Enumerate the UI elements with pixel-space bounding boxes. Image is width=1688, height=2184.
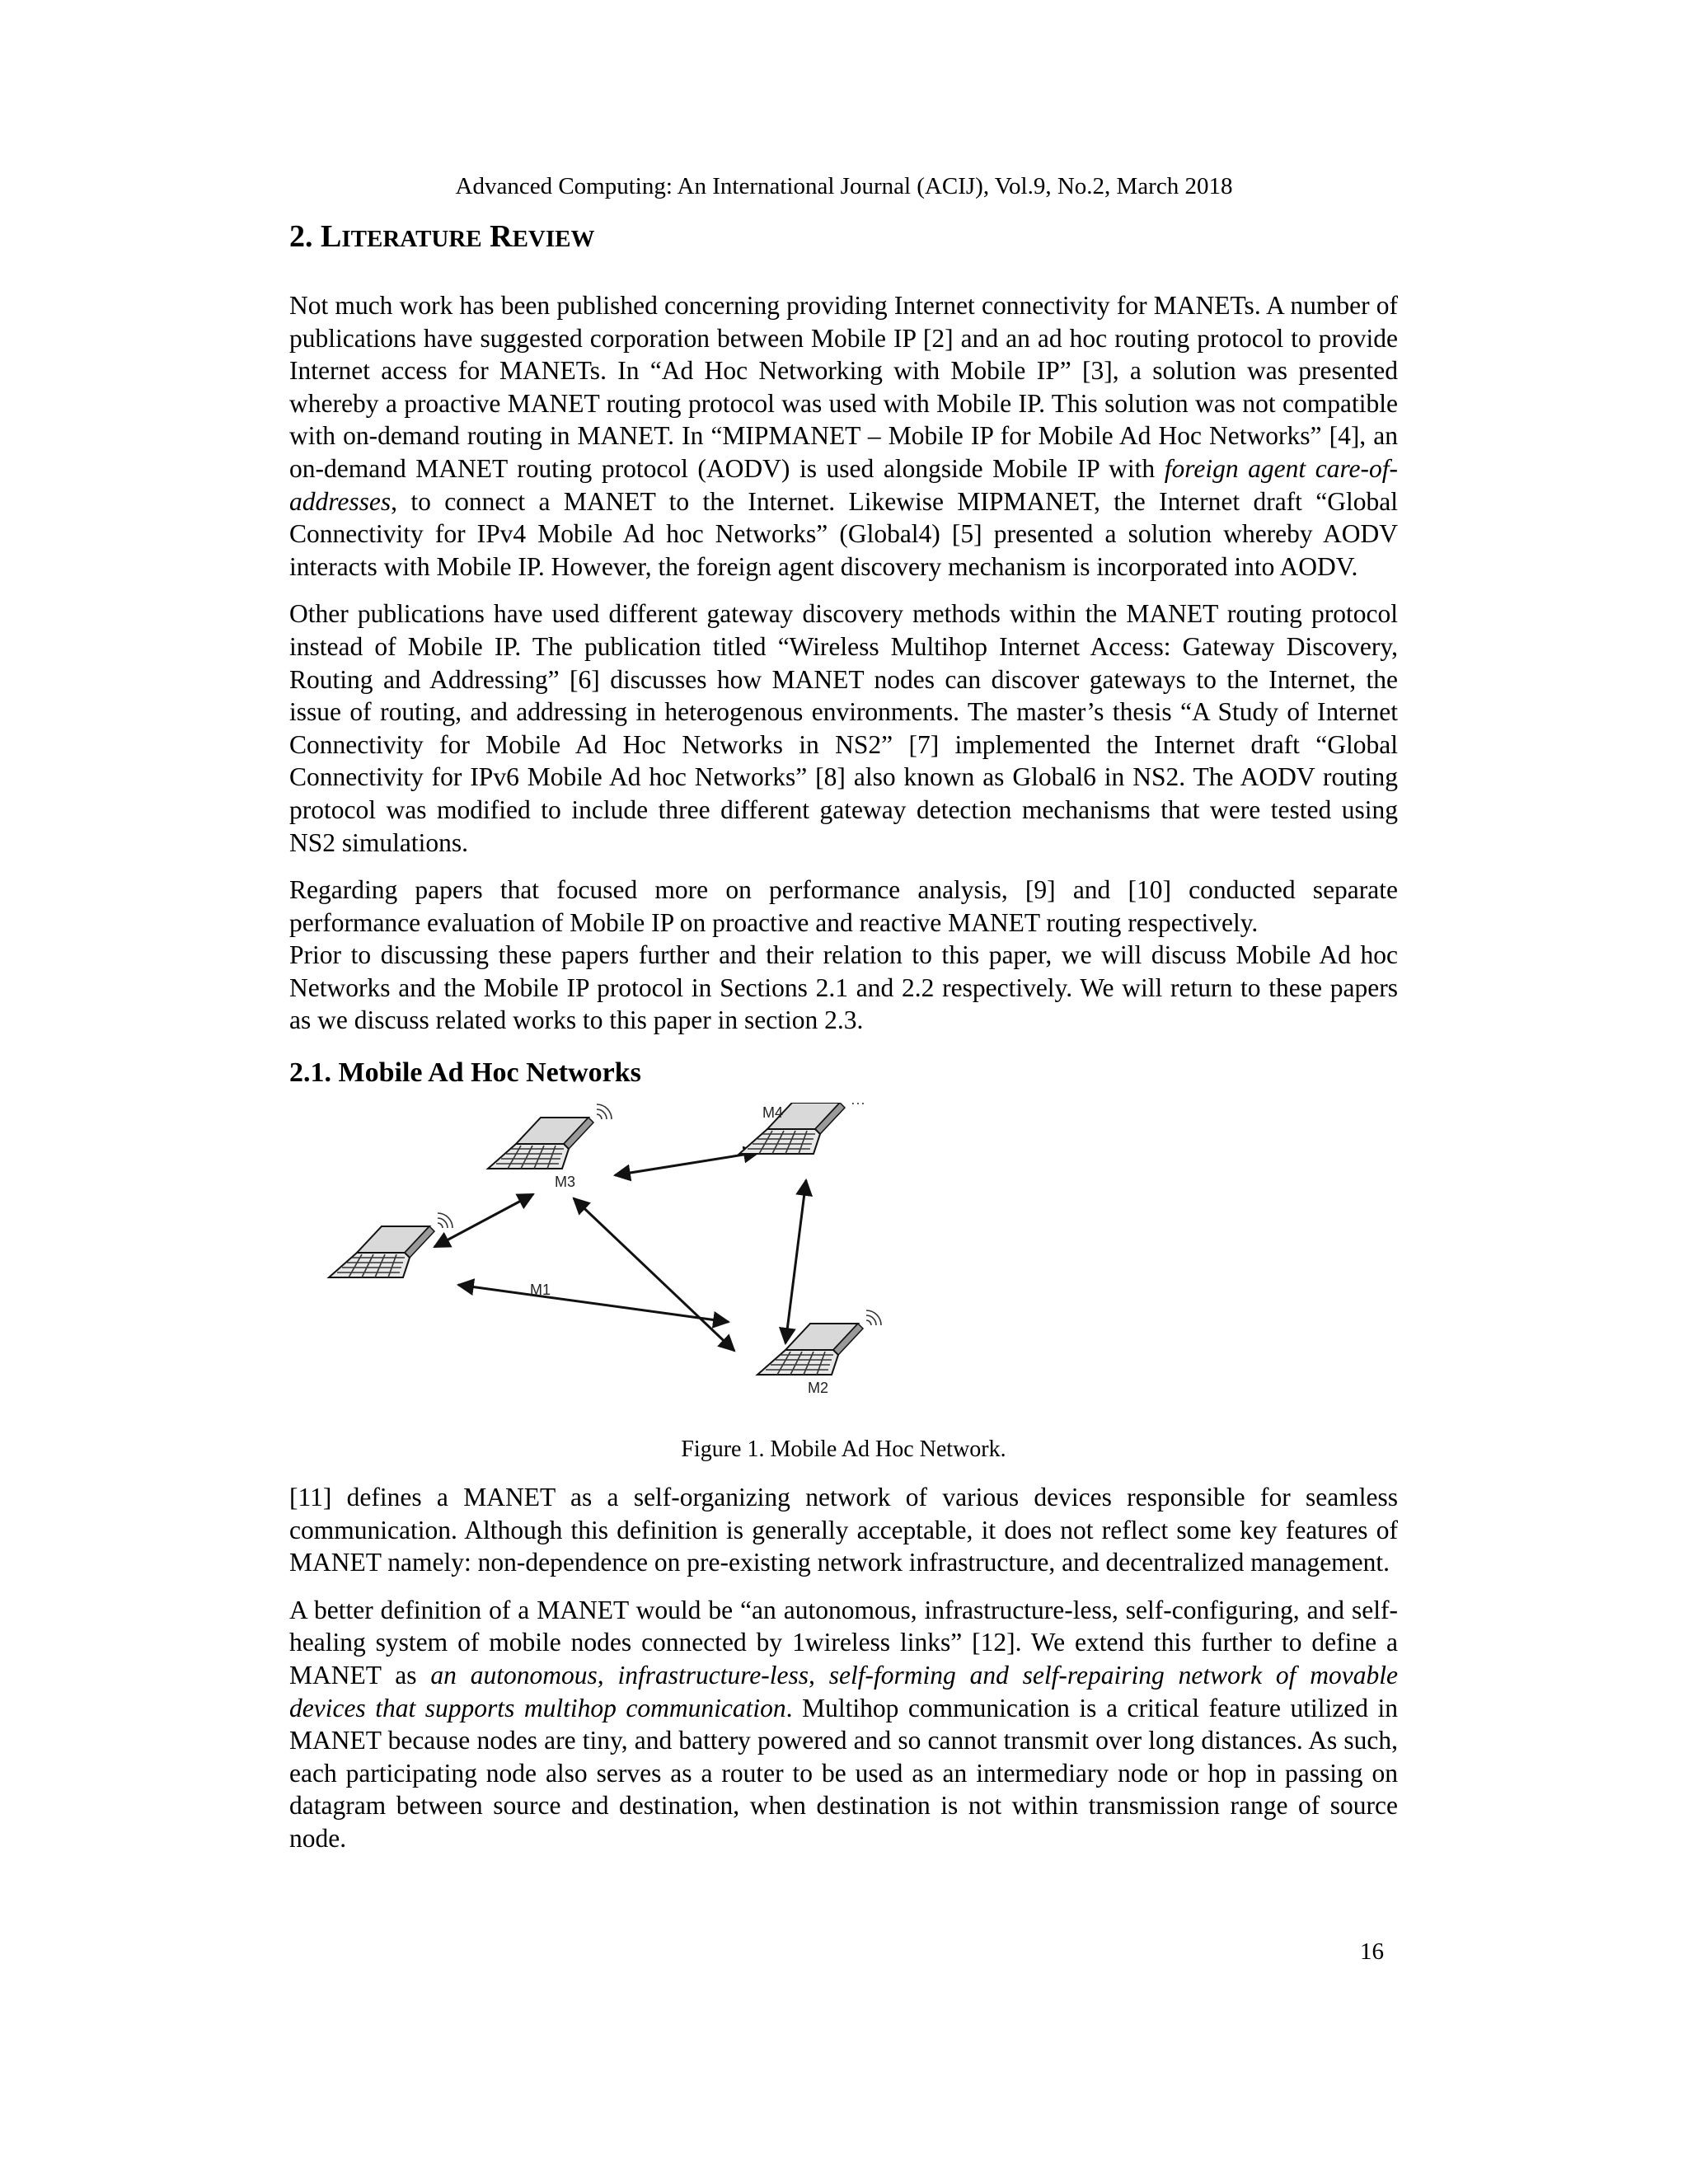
- paragraph-intro-text-a: Not much work has been published concerning providing Internet connectivity for MANETs. A number of publications have suggested corporation between Mobile IP [2] and an ad hoc routing protocol to provide Internet access for MANETs. In “Ad Hoc Networking with Mobile IP” [3], a solution was presented whereby a proactive MANET routing protocol was used with Mobile IP. This solution was not compatible with on-demand routing in MANET. In “MIPMANET – Mobile IP for Mobile Ad Hoc Networks” [4], an on-demand MANET routing protocol (AODV) is used alongside Mobile IP with: [289, 291, 1398, 483]
- page-number: 16: [1360, 1938, 1384, 1965]
- laptop-node-m1: [329, 1213, 452, 1277]
- node-label-m1: M1: [530, 1282, 551, 1299]
- link-m1-m3: [434, 1194, 533, 1247]
- link-m4-m2: [785, 1180, 806, 1343]
- node-label-m3: M3: [555, 1174, 576, 1191]
- manet-diagram: [289, 1103, 1398, 1428]
- paragraph-performance: Regarding papers that focused more on performance analysis, [9] and [10] conducted separate performance evaluation of Mobile IP on proactive and reactive MANET routing respectively.: [289, 875, 1398, 937]
- node-label-m4: M4: [762, 1104, 784, 1122]
- figure-manet: [289, 1103, 1398, 1428]
- link-m3-m2: [574, 1198, 734, 1351]
- subsection-heading: 2.1. Mobile Ad Hoc Networks: [289, 1057, 641, 1089]
- paragraph-sections-overview: Prior to discussing these papers further and their relation to this paper, we will discuss Mobile Ad hoc Networks and the Mobile IP protocol in Sections 2.1 and 2.2 respectively. We will return to these papers as we discuss related works to this paper in section 2.3.: [289, 940, 1398, 1035]
- node-label-m2: M2: [808, 1380, 829, 1397]
- paragraph-intro: [289, 289, 1398, 583]
- section-title-part-2: EVIEW: [512, 226, 595, 252]
- link-m3-m4: [615, 1152, 759, 1175]
- paragraph-better-definition-emphasis: an autonomous, infrastructure-less, self-forming and self-repairing network of movable devices that supports multihop communication: [289, 1661, 1398, 1722]
- paragraph-definition-11: [11] defines a MANET as a self-organizing network of various devices responsible for seamless communication. Although this definition is generally acceptable, it does not reflect some key features of MANET namely: non-dependence on pre-existing network infrastructure, and decentralized management.: [289, 1483, 1398, 1577]
- section-title-initial-l: L: [321, 219, 342, 254]
- paragraph-better-definition-text-b: . Multihop communication is a critical feature utilized in MANET because nodes are tiny, and battery powered and so cannot transmit over long distances. As such, each participating node also serves as a router to be used as an intermediary node or hop in passing on datagram between source and destination, when destination is not within transmission range of source node.: [289, 1693, 1399, 1853]
- paragraph-intro-emphasis: foreign agent care-of-addresses: [289, 453, 1398, 516]
- running-header: Advanced Computing: An International Journal (ACIJ), Vol.9, No.2, March 2018: [455, 173, 1233, 199]
- paragraph-better-definition: [289, 1594, 1398, 1855]
- section-title-part-1: ITERATURE: [341, 226, 482, 252]
- paragraph-gateway-discovery: Other publications have used different gateway discovery methods within the MANET routing protocol instead of Mobile IP. The publication titled “Wireless Multihop Internet Access: Gateway Discovery, Routing and Addressing” [6] discusses how MANET nodes can discover gateways to the Internet, the issue of routing, and addressing in heterogenous environments. The master’s thesis “A Study of Internet Connectivity for Mobile Ad Hoc Networks in NS2” [7] implemented the Internet draft “Global Connectivity for IPv6 Mobile Ad hoc Networks” [8] also known as Global6 in NS2. The AODV routing protocol was modified to include three different gateway detection mechanisms that were tested using NS2 simulations.: [289, 599, 1398, 857]
- laptop-node-m2: [757, 1310, 881, 1375]
- paragraph-intro-text-b: , to connect a MANET to the Internet. Likewise MIPMANET, the Internet draft “Global Connectivity for IPv4 Mobile Ad hoc Networks” (Global4) [5] presented a solution whereby AODV interacts with Mobile IP. However, the foreign agent discovery mechanism is incorporated into AODV.: [289, 486, 1398, 581]
- main-content: [289, 216, 1398, 1855]
- section-number: 2.: [289, 219, 313, 254]
- paragraph-better-definition-text-a: A better definition of a MANET would be “an autonomous, infrastructure-less, self-configuring, and self-healing system of mobile nodes connected by 1wireless links” [12]. We extend this further to define a MANET as: [289, 1595, 1398, 1690]
- section-title-initial-r: R: [490, 219, 513, 254]
- figure-caption: Figure 1. Mobile Ad Hoc Network.: [681, 1436, 1006, 1463]
- laptop-node-m3: [488, 1104, 612, 1169]
- laptop-node-m4: [739, 1103, 863, 1154]
- link-m1-m2: [458, 1285, 729, 1322]
- section-heading: [289, 216, 1398, 260]
